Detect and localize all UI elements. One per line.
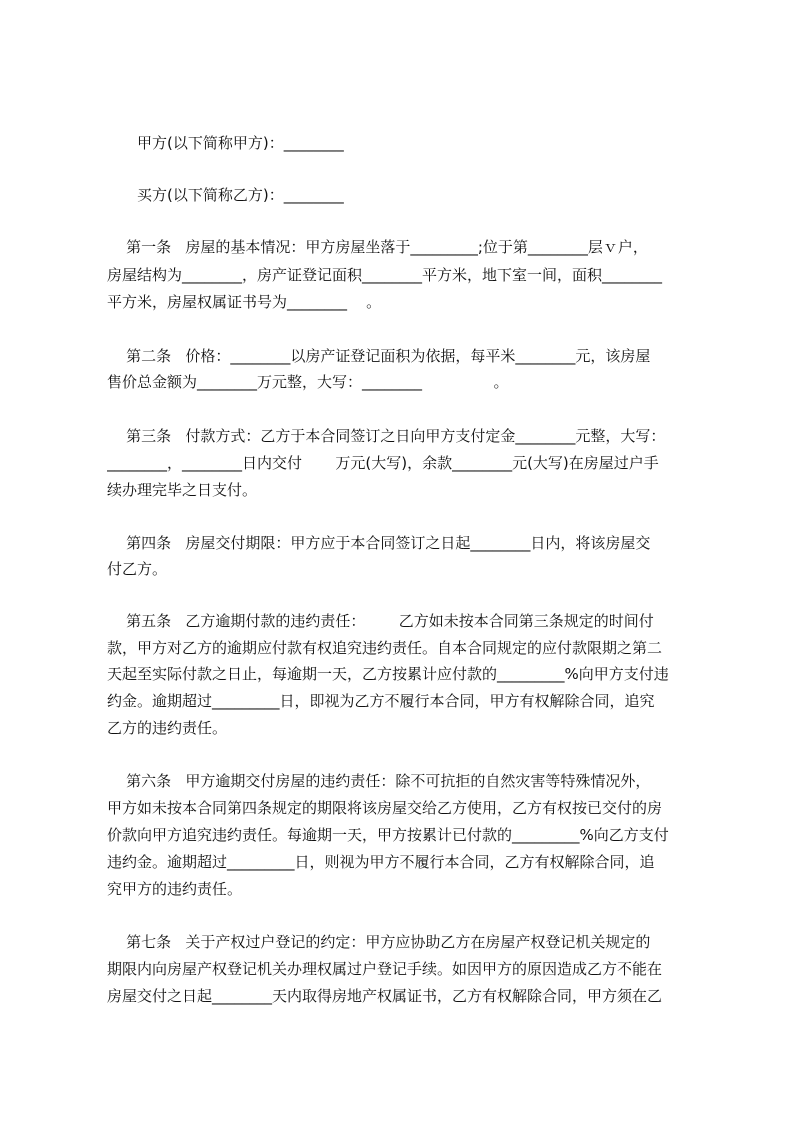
article-5-line: 第五条 乙方逾期付款的违约责任： 乙方如未按本合同第三条规定的时间付 [107, 612, 654, 630]
article-6-line: 究甲方的违约责任。 [107, 880, 243, 898]
article-5-line: 乙方的违约责任。 [107, 719, 228, 737]
article-5-line: 款，甲方对乙方的逾期应付款有权追究违约责任。自本合同规定的应付款限期之第二 [107, 639, 663, 657]
party-a-line: 甲方(以下简称甲方)：________ [137, 134, 344, 152]
article-4-line: 第四条 房屋交付期限：甲方应于本合同签订之日起________日内，将该房屋交 [107, 534, 651, 552]
article-3-line: ________，________日内交付 万元(大写)，余款________元(大写)在房屋过户手 [107, 454, 659, 472]
article-4-line: 付乙方。 [107, 560, 168, 578]
article-7-line: 房屋交付之日起________天内取得房地产权属证书，乙方有权解除合同，甲方须在乙 [107, 987, 663, 1005]
article-2-line: 第二条 价格：________以房产证登记面积为依据，每平米________元，该房屋 [107, 347, 651, 365]
article-3-line: 第三条 付款方式：乙方于本合同签订之日向甲方支付定金________元整，大写： [107, 427, 666, 445]
article-6-line: 甲方如未按本合同第四条规定的期限将该房屋交给乙方使用，乙方有权按已交付的房 [107, 799, 663, 817]
party-b-line: 买方(以下简称乙方)：________ [137, 186, 344, 204]
article-2-line: 售价总金额为________万元整，大写：________ 。 [107, 373, 509, 391]
article-6-line: 价款向甲方追究违约责任。每逾期一天，甲方按累计已付款的_________%向乙方支付 [107, 826, 669, 844]
article-6-line: 违约金。逾期超过_________日，则视为甲方不履行本合同，乙方有权解除合同，追 [107, 853, 655, 871]
article-5-line: 天起至实际付款之日止，每逾期一天，乙方按累计应付款的_________%向甲方支付违 [107, 665, 669, 683]
article-1-line: 平方米，房屋权属证书号为________ 。 [107, 293, 382, 311]
article-1-line: 第一条 房屋的基本情况：甲方房屋坐落于_________;位于第________层ｖ户， [107, 238, 648, 256]
article-5-line: 约金。逾期超过_________日，即视为乙方不履行本合同，甲方有权解除合同，追究 [107, 692, 655, 710]
article-3-line: 续办理完毕之日支付。 [107, 481, 258, 499]
article-6-line: 第六条 甲方逾期交付房屋的违约责任：除不可抗拒的自然灾害等特殊情况外， [107, 772, 651, 790]
article-7-line: 期限内向房屋产权登记机关办理权属过户登记手续。如因甲方的原因造成乙方不能在 [107, 960, 663, 978]
article-1-line: 房屋结构为________，房产证登记面积________平方米，地下室一间，面积________ [107, 266, 663, 284]
article-7-line: 第七条 关于产权过户登记的约定：甲方应协助乙方在房屋产权登记机关规定的 [107, 933, 651, 951]
